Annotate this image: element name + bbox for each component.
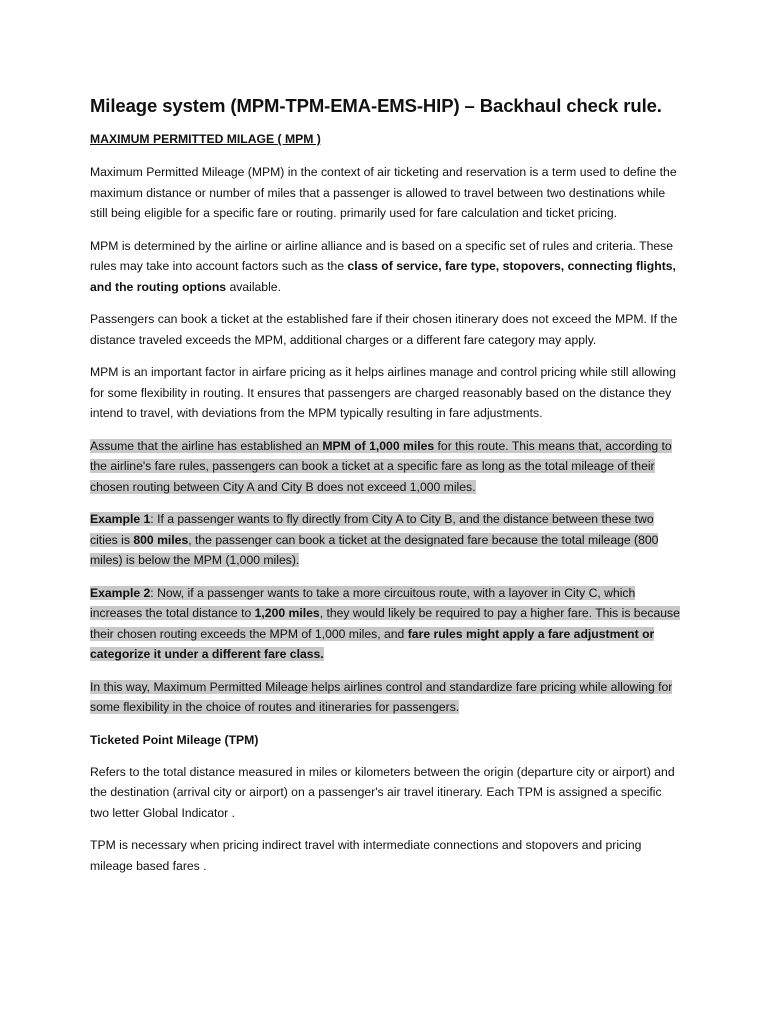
mpm-importance-paragraph: MPM is an important factor in airfare pricing as it helps airlines manage and control pricing while still allowing for some flexibility in routing. It ensures that passengers are charged reasonably based on the distance they intend to travel, with deviations from the MPM typically resulting in fare adjustments. bbox=[90, 365, 676, 420]
bold-text-run: class of service, fare type, stopovers, connecting flights, and the routing options bbox=[90, 259, 676, 294]
text-run: Assume that the airline has established an bbox=[90, 438, 323, 453]
highlighted-text-run bbox=[90, 512, 658, 567]
text-run: : Now, if a passenger wants to take a more circuitous route, with a layover in City C, which increases the total distance to bbox=[90, 585, 636, 620]
bold-text-run: MPM of 1,000 miles bbox=[322, 438, 435, 453]
tpm-usage-paragraph: TPM is necessary when pricing indirect travel with intermediate connections and stopovers and pricing mileage based fares . bbox=[90, 838, 642, 873]
bold-text-run: 1,200 miles bbox=[254, 606, 320, 620]
text-run: , they would likely be required to pay a higher fare. This is because their chosen routing exceeds the MPM of 1,000 miles, and bbox=[90, 606, 680, 641]
text-run: , the passenger can book a ticket at the designated fare because the total mileage (800 miles) is below the MPM (1,000 miles). bbox=[90, 532, 659, 567]
tpm-definition-paragraph: Refers to the total distance measured in miles or kilometers between the origin (departure city or airport) and the destination (arrival city or airport) on a passenger's air travel itinerary. Each TPM is assigned a specific two letter Global Indicator . bbox=[90, 764, 675, 820]
bold-text-run: fare rules might apply a fare adjustment or categorize it under a different fare class. bbox=[90, 626, 655, 661]
mpm-booking-paragraph: Passengers can book a ticket at the established fare if their chosen itinerary does not exceed the MPM. If the distance traveled exceeds the MPM, additional charges or a different fare category may apply. bbox=[90, 312, 678, 347]
example-1-paragraph bbox=[90, 509, 680, 571]
mpm-determination-paragraph bbox=[90, 236, 680, 298]
mpm-assumption-paragraph bbox=[90, 436, 680, 498]
example-2-paragraph bbox=[90, 583, 680, 665]
text-run: : If a passenger wants to fly directly from City A to City B, and the distance between these two cities is bbox=[90, 512, 654, 547]
document-title: Mileage system (MPM-TPM-EMA-EMS-HIP) – Backhaul check rule. bbox=[90, 95, 662, 116]
mpm-summary-paragraph bbox=[90, 677, 680, 718]
text-run: available. bbox=[226, 279, 281, 294]
highlighted-text-run bbox=[90, 439, 672, 494]
text-run: for this route. This means that, according to the airline's fare rules, passengers can book a ticket at a specific fare as long as the total mileage of their chosen routing between City A and City B does not exceed 1,000 miles. bbox=[90, 438, 672, 494]
example-1-label: Example 1 bbox=[90, 512, 151, 526]
highlighted-text-run bbox=[90, 586, 680, 662]
bold-text-run: 800 miles bbox=[133, 532, 189, 547]
text-run: MPM is determined by the airline or airline alliance and is based on a specific set of rules and criteria. These rules may take into account factors such as the bbox=[90, 238, 674, 273]
highlighted-text-run: In this way, Maximum Permitted Mileage helps airlines control and standardize fare pricing while allowing for some flexibility in the choice of routes and itineraries for passengers. bbox=[90, 679, 673, 714]
mpm-section-heading: MAXIMUM PERMITTED MILAGE ( MPM ) bbox=[90, 132, 321, 146]
example-2-label: Example 2 bbox=[90, 585, 151, 600]
mpm-definition-paragraph: Maximum Permitted Mileage (MPM) in the context of air ticketing and reservation is a term used to define the maximum distance or number of miles that a passenger is allowed to travel between two destinations while still being eligible for a specific fare or routing. primarily used for fare calculation and ticket pricing. bbox=[90, 165, 677, 220]
tpm-section-heading: Ticketed Point Mileage (TPM) bbox=[90, 732, 259, 747]
document-page bbox=[90, 94, 680, 888]
